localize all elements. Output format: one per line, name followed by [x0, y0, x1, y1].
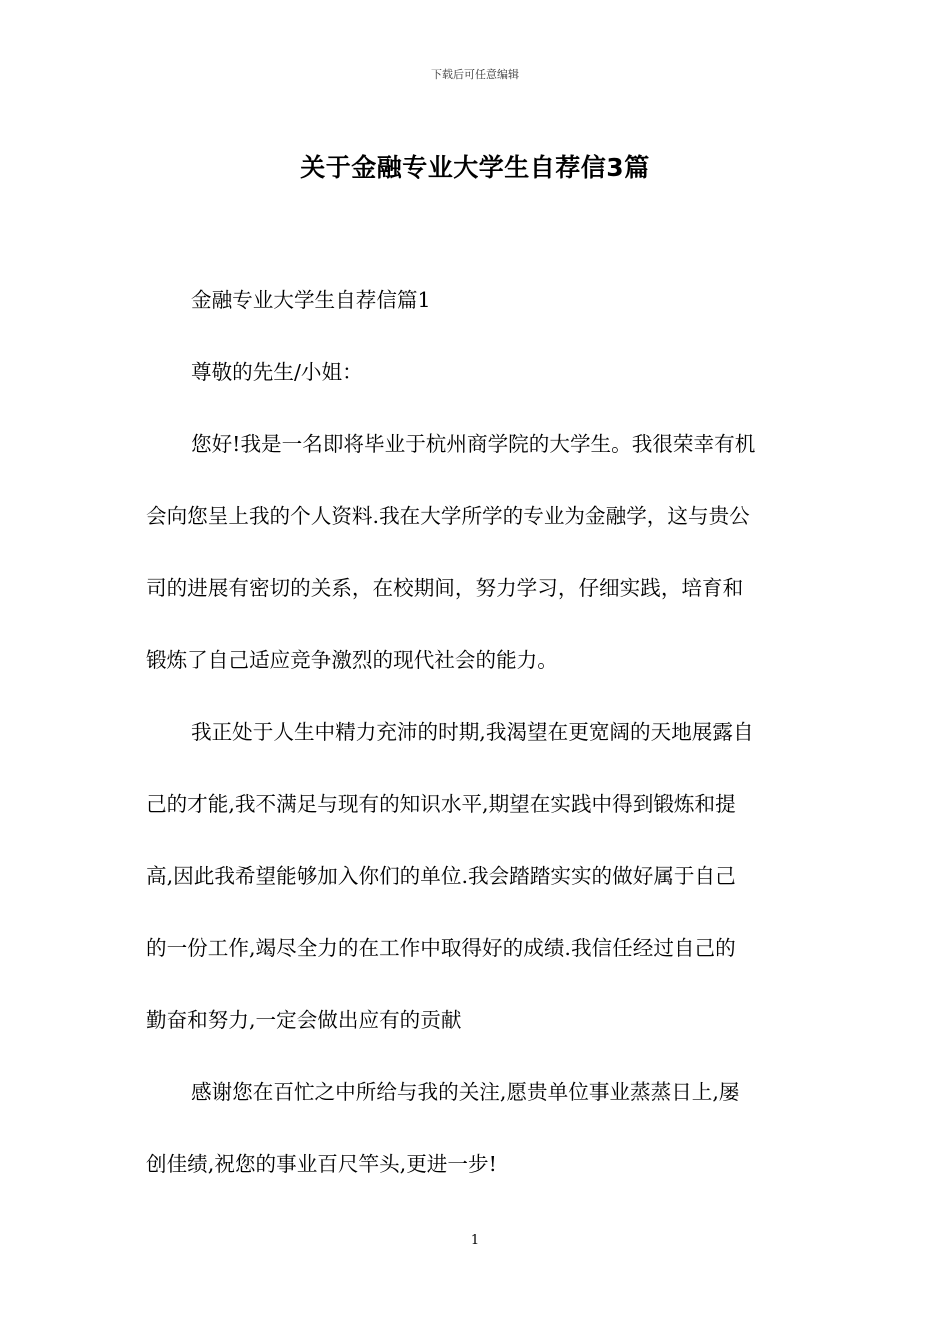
paragraph-intro — [146, 426, 808, 678]
paragraph-line: 司的进展有密切的关系，在校期间，努力学习，仔细实践，培育和 — [146, 576, 744, 600]
paragraph-line: 感谢您在百忙之中所给与我的关注,愿贵单位事业蒸蒸日上,屡 — [191, 1080, 740, 1104]
page-number: 1 — [470, 1233, 480, 1248]
paragraph-line: 会向您呈上我的个人资料.我在大学所学的专业为金融学，这与贵公 — [146, 504, 750, 528]
paragraph-line: 高,因此我希望能够加入你们的单位.我会踏踏实实的做好属于自己 — [146, 864, 736, 888]
document-title: 关于金融专业大学生自荐信3篇 — [300, 153, 650, 182]
paragraph-line: 锻炼了自己适应竞争激烈的现代社会的能力。 — [146, 648, 558, 672]
paragraph-closing — [146, 1074, 808, 1182]
paragraph-line: 创佳绩,祝您的事业百尺竿头,更进一步! — [146, 1152, 497, 1176]
header-note: 下载后可任意编辑 — [431, 68, 519, 81]
paragraph-line: 的一份工作,竭尽全力的在工作中取得好的成绩.我信任经过自己的 — [146, 936, 736, 960]
document-body — [146, 282, 808, 1182]
paragraph-line: 勤奋和努力,一定会做出应有的贡献 — [146, 1008, 462, 1032]
paragraph-line: 您好!我是一名即将毕业于杭州商学院的大学生。我很荣幸有机 — [191, 432, 756, 456]
paragraph-aspiration — [146, 714, 808, 1038]
paragraph-line: 我正处于人生中精力充沛的时期,我渴望在更宽阔的天地展露自 — [191, 720, 754, 744]
salutation: 尊敬的先生/小姐： — [191, 360, 363, 384]
paragraph-line: 己的才能,我不满足与现有的知识水平,期望在实践中得到锻炼和提 — [146, 792, 736, 816]
section-heading: 金融专业大学生自荐信篇1 — [191, 288, 431, 312]
